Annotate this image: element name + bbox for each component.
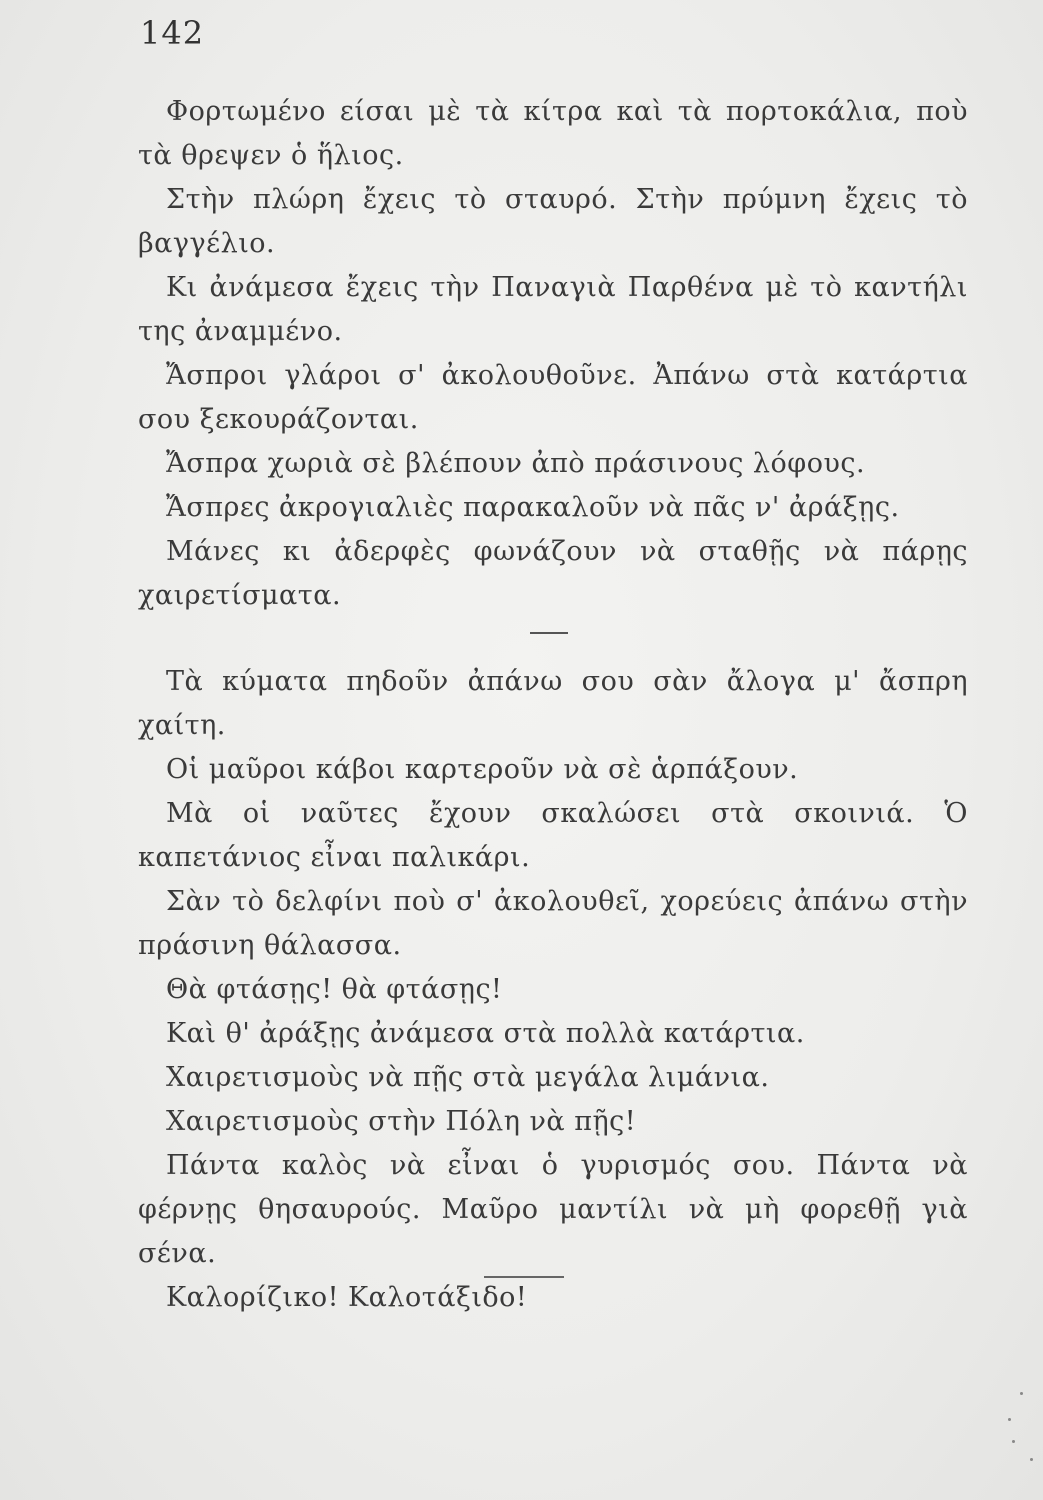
paper-speck (1030, 1458, 1033, 1461)
end-divider (484, 1276, 564, 1278)
paragraph: Μὰ οἱ ναῦτες ἔχουν σκαλώσει στὰ σκοινιά. Ὁ καπετάνιος εἶναι παλικάρι. (138, 798, 968, 873)
paragraph: Κι ἀνάμεσα ἔχεις τὴν Παναγιὰ Παρθένα μὲ τὸ καντήλι της ἀναμμένο. (138, 272, 968, 347)
paper-speck (1020, 1392, 1023, 1395)
stanza-1 (138, 90, 968, 618)
paper-speck (1012, 1440, 1015, 1443)
paragraph: Ἄσπρα χωριὰ σὲ βλέπουν ἀπὸ πράσινους λόφους. (166, 448, 866, 479)
paragraph: Χαιρετισμοὺς νὰ πῇς στὰ μεγάλα λιμάνια. (166, 1062, 770, 1093)
paragraph: Θὰ φτάσῃς! θὰ φτάσῃς! (166, 974, 503, 1005)
stanza-2 (138, 660, 968, 1320)
paragraph: Μάνες κι ἀδερφὲς φωνάζουν νὰ σταθῇς νὰ πάρῃς χαιρετίσματα. (138, 536, 968, 611)
section-divider (530, 632, 568, 634)
paragraph: Καὶ θ' ἀράξῃς ἀνάμεσα στὰ πολλὰ κατάρτια. (166, 1018, 805, 1049)
paragraph: Τὰ κύματα πηδοῦν ἀπάνω σου σὰν ἄλογα μ' ἄσπρη χαίτη. (138, 666, 968, 741)
paragraph: Φορτωμένο είσαι μὲ τὰ κίτρα καὶ τὰ πορτοκάλια, ποὺ τὰ θρεψεν ὁ ἥλιος. (138, 96, 968, 171)
paragraph: Πάντα καλὸς νὰ εἶναι ὁ γυρισμός σου. Πάντα νὰ φέρνῃς θησαυρούς. Μαῦρο μαντίλι νὰ μὴ φορεθῇ γιὰ σένα. (138, 1150, 968, 1269)
paragraph: Ἄσπροι γλάροι σ' ἀκολουθοῦνε. Ἀπάνω στὰ κατάρτια σου ξεκουράζονται. (138, 360, 968, 435)
paragraph: Στὴν πλώρη ἔχεις τὸ σταυρό. Στὴν πρύμνη ἔχεις τὸ βαγγέλιο. (138, 184, 968, 259)
paper-speck (1008, 1418, 1011, 1421)
paragraph: Καλορίζικο! Καλοτάξιδο! (166, 1282, 528, 1313)
paragraph: Οἱ μαῦροι κάβοι καρτεροῦν νὰ σὲ ἁρπάξουν. (166, 754, 799, 785)
paragraph: Χαιρετισμοὺς στὴν Πόλη νὰ πῇς! (166, 1106, 637, 1137)
paragraph: Σὰν τὸ δελφίνι ποὺ σ' ἀκολουθεῖ, χορεύεις ἀπάνω στὴν πράσινη θάλασσα. (138, 886, 968, 961)
page-number: 142 (140, 14, 205, 52)
paragraph: Ἄσπρες ἀκρογιαλιὲς παρακαλοῦν νὰ πᾶς ν' ἀράξῃς. (166, 492, 900, 523)
